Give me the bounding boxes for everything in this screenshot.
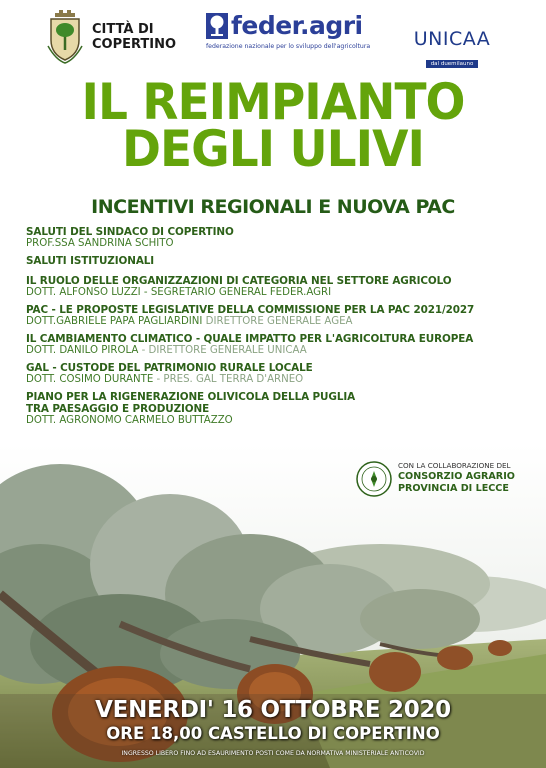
copertino-crest-icon (46, 10, 84, 64)
program-item-title: GAL - CUSTODE DEL PATRIMONIO RURALE LOCALE (26, 362, 313, 374)
program-item (26, 304, 536, 328)
unicaa-tagline: dal duemilauno (426, 60, 479, 68)
program-item-title: IL CAMBIAMENTO CLIMATICO - QUALE IMPATTO PER L'AGRICOLTURA EUROPEA (26, 333, 474, 345)
comune-copertino-logo (46, 10, 176, 64)
unicaa-name: UNICAA (413, 28, 491, 50)
subtitle: INCENTIVI REGIONALI E NUOVA PAC (91, 196, 455, 218)
program-item-title: IL RUOLO DELLE ORGANIZZAZIONI DI CATEGORIA NEL SETTORE AGRICOLO (26, 275, 452, 287)
speaker-name: DOTT. COSIMO DURANTE (26, 374, 157, 385)
unicaa-logo (404, 28, 500, 69)
program-item-title: SALUTI DEL SINDACO DI COPERTINO (26, 226, 234, 238)
speaker-role: - PRES. GAL TERRA D'ARNEO (156, 374, 304, 385)
speaker-name: DOTT. ALFONSO LUZZI - SEGRETARIO GENERAL FEDER.AGRI (26, 287, 332, 298)
feder-tree-icon (206, 13, 228, 39)
program-item-speaker (26, 238, 536, 250)
program-item (26, 275, 536, 299)
event-note: INGRESSO LIBERO FINO AD ESAURIMENTO POSTI COME DA NORMATIVA MINISTERIALE ANTICOVID (121, 750, 425, 757)
city-line2: COPERTINO (92, 37, 177, 52)
program-item (26, 362, 536, 386)
speaker-name: PROF.SSA SANDRINA SCHITO (26, 238, 174, 249)
program-item (26, 255, 536, 267)
program-item (26, 333, 536, 357)
city-line1: CITTÀ DI (92, 22, 154, 37)
program-item-speaker (26, 345, 536, 357)
program-item-title: PIANO PER LA RIGENERAZIONE OLIVICOLA DELLA PUGLIA (26, 391, 356, 403)
speaker-name: DOTT. AGRONOMO CARMELO BUTTAZZO (26, 415, 233, 426)
program-list (26, 226, 536, 432)
city-name (92, 22, 176, 52)
event-time-place: ORE 18,00 CASTELLO DI COPERTINO (106, 724, 440, 743)
consorzio-logo (356, 461, 515, 497)
title-line-2: DEGLI ULIVI (122, 120, 424, 179)
program-item-speaker (26, 287, 536, 299)
consorzio-intro: CON LA COLLABORAZIONE DEL (398, 461, 511, 470)
consorzio-line1: CONSORZIO AGRARIO (398, 471, 515, 482)
header-logos (0, 8, 546, 72)
program-item-title-2: TRA PAESAGGIO E PRODUZIONE (26, 403, 210, 415)
speaker-name: DOTT. DANILO PIROLA (26, 345, 142, 356)
event-date: VENERDI' 16 OTTOBRE 2020 (95, 697, 451, 723)
feder-tagline: federazione nazionale per lo sviluppo dell'agricoltura (206, 43, 371, 50)
consorzio-line2: PROVINCIA DI LECCE (398, 483, 509, 494)
consorzio-seal-icon (356, 461, 392, 497)
program-item-speaker (26, 316, 536, 328)
speaker-role: DIRETTORE GENERALE AGEA (205, 316, 353, 327)
speaker-role: - DIRETTORE GENERALE UNICAA (141, 345, 307, 356)
program-item (26, 391, 536, 427)
program-item-title: SALUTI ISTITUZIONALI (26, 255, 155, 267)
program-item-speaker (26, 374, 536, 386)
program-item (26, 226, 536, 250)
feder-agri-logo (206, 11, 371, 50)
feder-name: feder.agri (231, 11, 363, 40)
program-item-title: PAC - LE PROPOSTE LEGISLATIVE DELLA COMMISSIONE PER LA PAC 2021/2027 (26, 304, 475, 316)
program-item-speaker (26, 415, 536, 427)
title-line-1: IL REIMPIANTO (81, 73, 465, 132)
speaker-name: DOTT.GABRIELE PAPA PAGLIARDINI (26, 316, 206, 327)
